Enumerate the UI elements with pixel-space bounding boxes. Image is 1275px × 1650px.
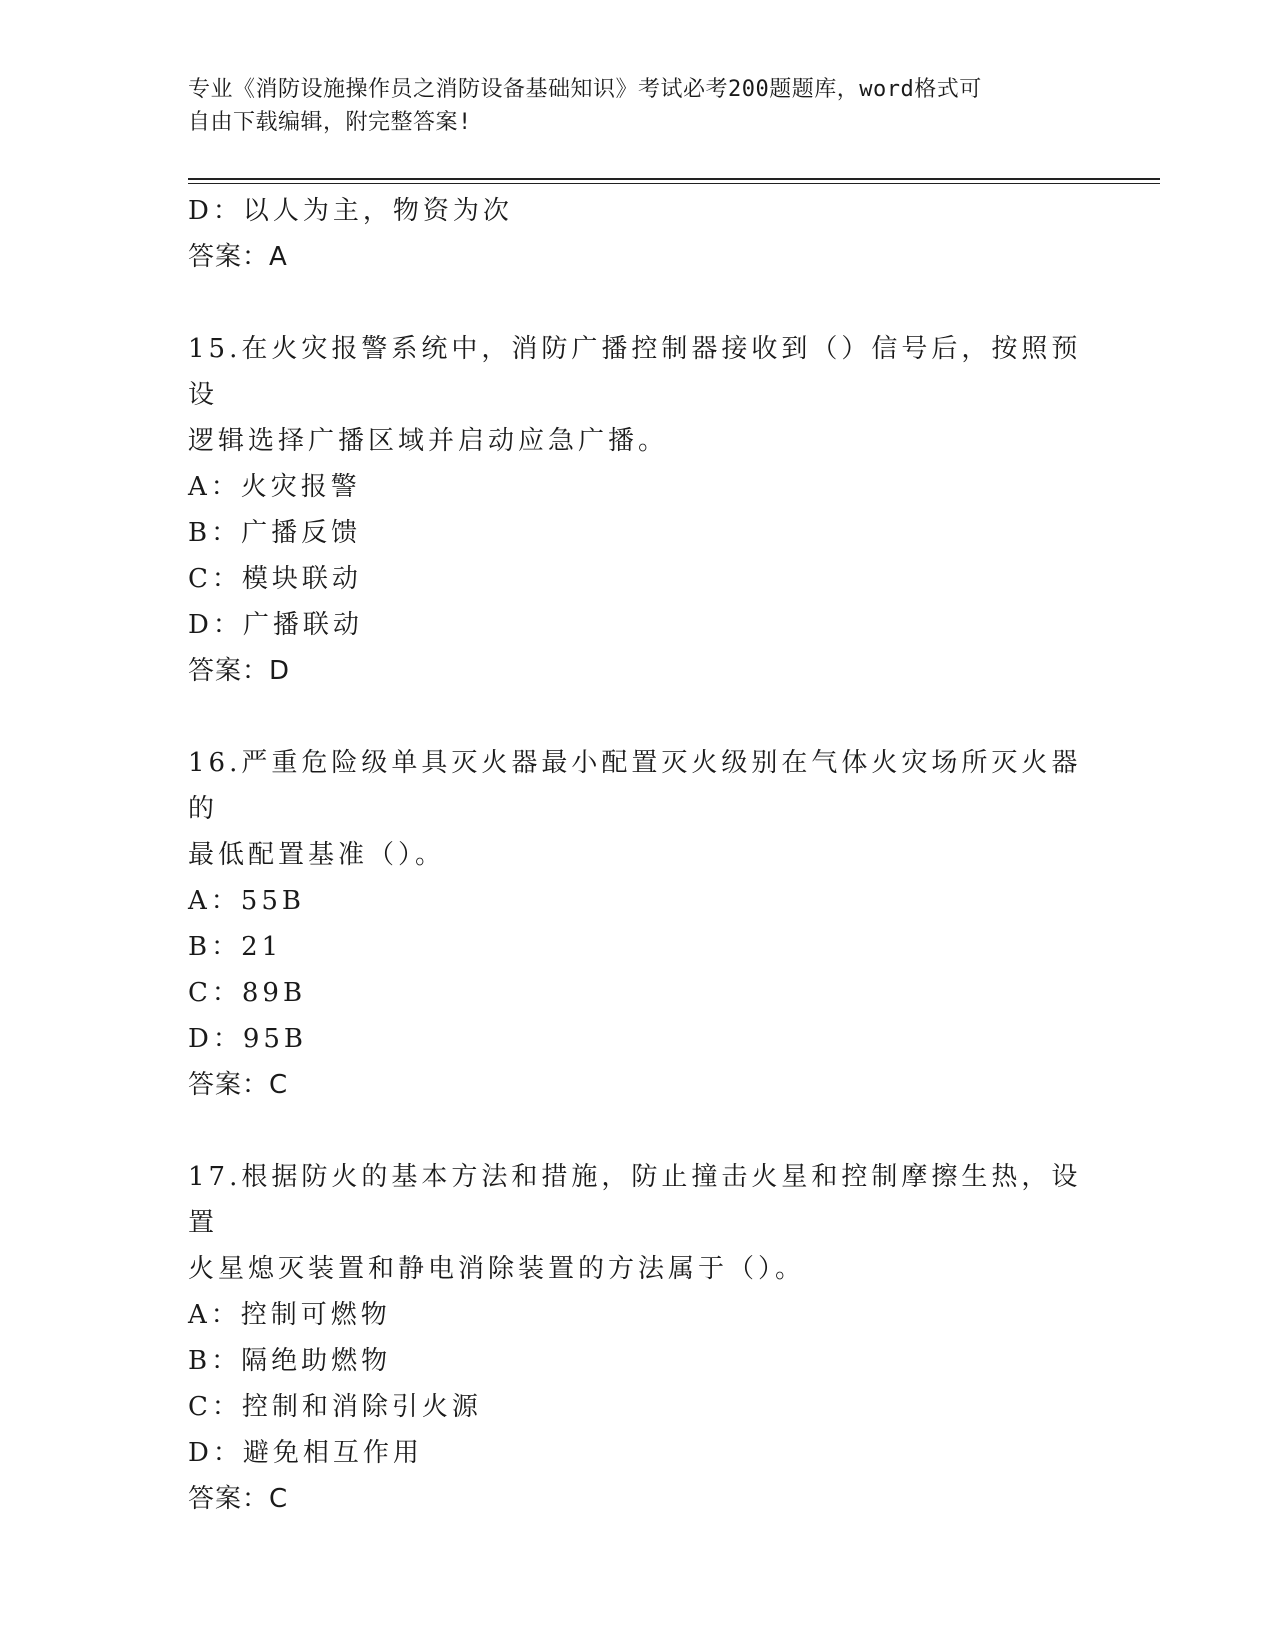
document-body (188, 188, 1088, 1522)
option-d: D：以人为主，物资为次 (188, 196, 513, 226)
option-c: C：模块联动 (188, 564, 362, 594)
option-c: C：89B (188, 978, 307, 1008)
answer-line: 答案：A (188, 242, 288, 272)
answer-line: 答案：C (188, 1484, 289, 1514)
question-stem-line-2: 最低配置基准（）。 (188, 840, 446, 870)
answer-line: 答案：D (188, 656, 291, 686)
option-d: D：避免相互作用 (188, 1438, 423, 1468)
question-15 (188, 326, 1088, 694)
question-stem-line-2: 火星熄灭装置和静电消除装置的方法属于（）。 (188, 1254, 806, 1284)
question-stem-line-1: 16.严重危险级单具灭火器最小配置灭火级别在气体火灾场所灭火器的 (188, 748, 1082, 824)
option-d: D：广播联动 (188, 610, 363, 640)
option-d: D：95B (188, 1024, 308, 1054)
header-line-1: 专业《消防设施操作员之消防设备基础知识》考试必考200题题库，word格式可 (188, 77, 982, 102)
question-17 (188, 1154, 1088, 1522)
option-b: B：隔绝助燃物 (188, 1346, 392, 1376)
question-stem (188, 326, 1088, 464)
question-stem (188, 740, 1088, 878)
option-a: A：控制可燃物 (188, 1300, 391, 1330)
question-stem-line-1: 15.在火灾报警系统中，消防广播控制器接收到（）信号后，按照预设 (188, 334, 1082, 410)
option-b: B：广播反馈 (188, 518, 362, 548)
carryover-question-tail (188, 188, 1088, 280)
header-divider (188, 178, 1160, 184)
question-stem-line-2: 逻辑选择广播区域并启动应急广播。 (188, 426, 669, 456)
question-stem (188, 1154, 1088, 1292)
option-b: B：21 (188, 932, 283, 962)
option-a: A：火灾报警 (188, 472, 361, 502)
question-stem-line-1: 17.根据防火的基本方法和措施，防止撞击火星和控制摩擦生热，设置 (188, 1162, 1082, 1238)
answer-line: 答案：C (188, 1070, 289, 1100)
document-header (188, 73, 1088, 139)
option-c: C：控制和消除引火源 (188, 1392, 482, 1422)
header-line-2: 自由下载编辑，附完整答案! (188, 110, 472, 135)
question-16 (188, 740, 1088, 1108)
option-a: A：55B (188, 886, 305, 916)
